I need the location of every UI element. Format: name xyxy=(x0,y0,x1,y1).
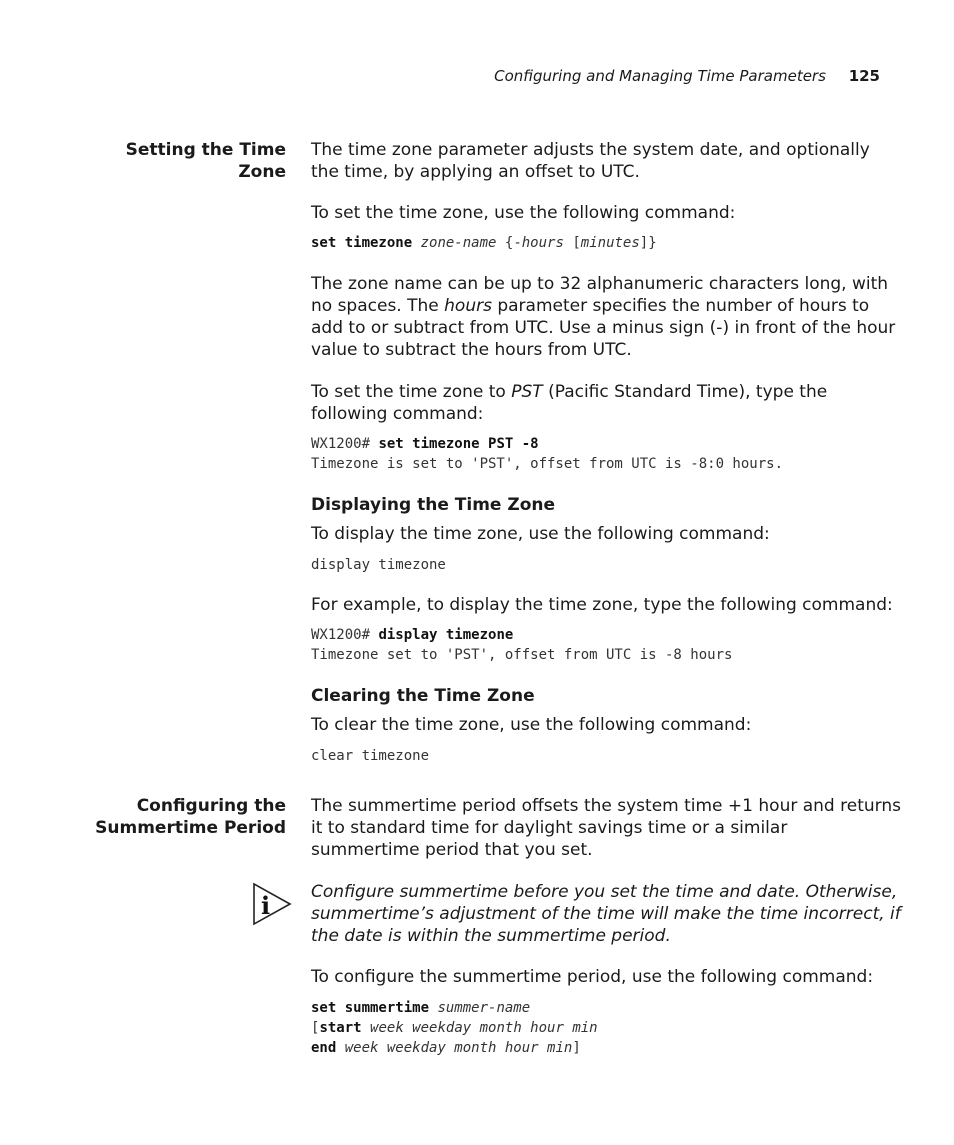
code-keyword: set timezone xyxy=(311,235,413,251)
code-punct: {- xyxy=(504,235,522,251)
paragraph: The summertime period offsets the system time +1 hour and returns it to standard time for daylight savings time or a similar summertime period that you set. xyxy=(311,796,901,860)
paragraph: For example, to display the time zone, type the following command: xyxy=(311,595,893,615)
paragraph-wrap xyxy=(311,202,901,224)
code-keyword: set timezone PST -8 xyxy=(378,436,539,452)
command-example xyxy=(311,434,901,474)
heading-line: Zone xyxy=(238,162,286,182)
code-prompt: WX1200# xyxy=(311,436,379,452)
code-keyword: end xyxy=(311,1040,337,1056)
heading-line: Configuring the xyxy=(136,796,286,816)
text-run: parameter specifies the number of hours to add to or subtract from UTC. Use a minus sign (-) in front of the hour value to subtract the hours from UTC. xyxy=(311,296,896,360)
paragraph-wrap xyxy=(311,523,901,545)
subsection-heading: Clearing the Time Zone xyxy=(311,686,535,706)
paragraph-wrap xyxy=(311,966,901,988)
running-header xyxy=(494,67,880,85)
code-arg: summer-name xyxy=(437,1000,531,1016)
info-icon xyxy=(252,882,292,926)
section-heading-summertime xyxy=(95,795,286,839)
code-keyword: display timezone xyxy=(311,557,446,573)
code-arg: minutes xyxy=(580,235,640,251)
command-syntax xyxy=(311,746,901,766)
paragraph: To configure the summertime period, use the following command: xyxy=(311,967,874,987)
code-keyword: set summertime xyxy=(311,1000,430,1016)
emphasis: PST xyxy=(511,382,543,402)
section-body-setting-time-zone xyxy=(311,139,901,183)
code-punct: [ xyxy=(572,235,581,251)
code-punct: [ xyxy=(311,1020,320,1036)
paragraph xyxy=(311,273,901,361)
code-arg: week weekday month hour min xyxy=(370,1020,598,1036)
paragraph xyxy=(311,381,901,425)
paragraph-wrap xyxy=(311,714,901,736)
running-header-title: Configuring and Managing Time Parameters xyxy=(494,67,826,85)
subsection-displaying xyxy=(311,494,901,516)
command-syntax xyxy=(311,233,901,253)
paragraph: To display the time zone, use the following command: xyxy=(311,524,770,544)
subsection-heading: Displaying the Time Zone xyxy=(311,495,556,515)
paragraph-wrap xyxy=(311,381,901,425)
emphasis: hours xyxy=(444,296,492,316)
code-punct: ] xyxy=(572,1040,581,1056)
text-run: (Pacific Standard Time), type the following command: xyxy=(311,382,828,424)
subsection-clearing xyxy=(311,685,901,707)
section-heading-setting-time-zone xyxy=(126,139,286,183)
paragraph: To clear the time zone, use the following command: xyxy=(311,715,752,735)
code-keyword: clear timezone xyxy=(311,748,430,764)
code-arg: hours xyxy=(521,235,564,251)
paragraph: The time zone parameter adjusts the system date, and optionally the time, by applying an offset to UTC. xyxy=(311,140,870,182)
code-output: Timezone is set to 'PST', offset from UTC is -8:0 hours. xyxy=(311,456,784,472)
command-syntax xyxy=(311,555,901,575)
command-syntax xyxy=(311,998,901,1058)
text-run: The zone name can be up to 32 alphanumeric characters long, with no spaces. The xyxy=(311,274,889,316)
page-number: 125 xyxy=(848,67,880,85)
code-prompt: WX1200# xyxy=(311,627,379,643)
code-arg: zone-name xyxy=(420,235,497,251)
note-text: Configure summertime before you set the time and date. Otherwise, summertime’s adjustment of the time will make the time incorrect, if the date is within the summertime period. xyxy=(311,882,901,946)
paragraph-wrap xyxy=(311,273,901,361)
code-keyword: display timezone xyxy=(378,627,514,643)
note-block xyxy=(311,881,901,947)
paragraph: To set the time zone, use the following command: xyxy=(311,203,736,223)
code-keyword: start xyxy=(319,1020,362,1036)
paragraph-wrap xyxy=(311,594,901,616)
code-output: Timezone set to 'PST', offset from UTC is -8 hours xyxy=(311,647,733,663)
svg-text:i: i xyxy=(261,891,271,920)
text-run: To set the time zone to xyxy=(311,382,512,402)
command-example xyxy=(311,625,901,665)
paragraph-wrap xyxy=(311,795,901,861)
heading-line: Setting the Time xyxy=(125,140,286,160)
code-punct: ]} xyxy=(639,235,657,251)
heading-line: Summertime Period xyxy=(95,818,286,838)
code-arg: week weekday month hour min xyxy=(344,1040,573,1056)
